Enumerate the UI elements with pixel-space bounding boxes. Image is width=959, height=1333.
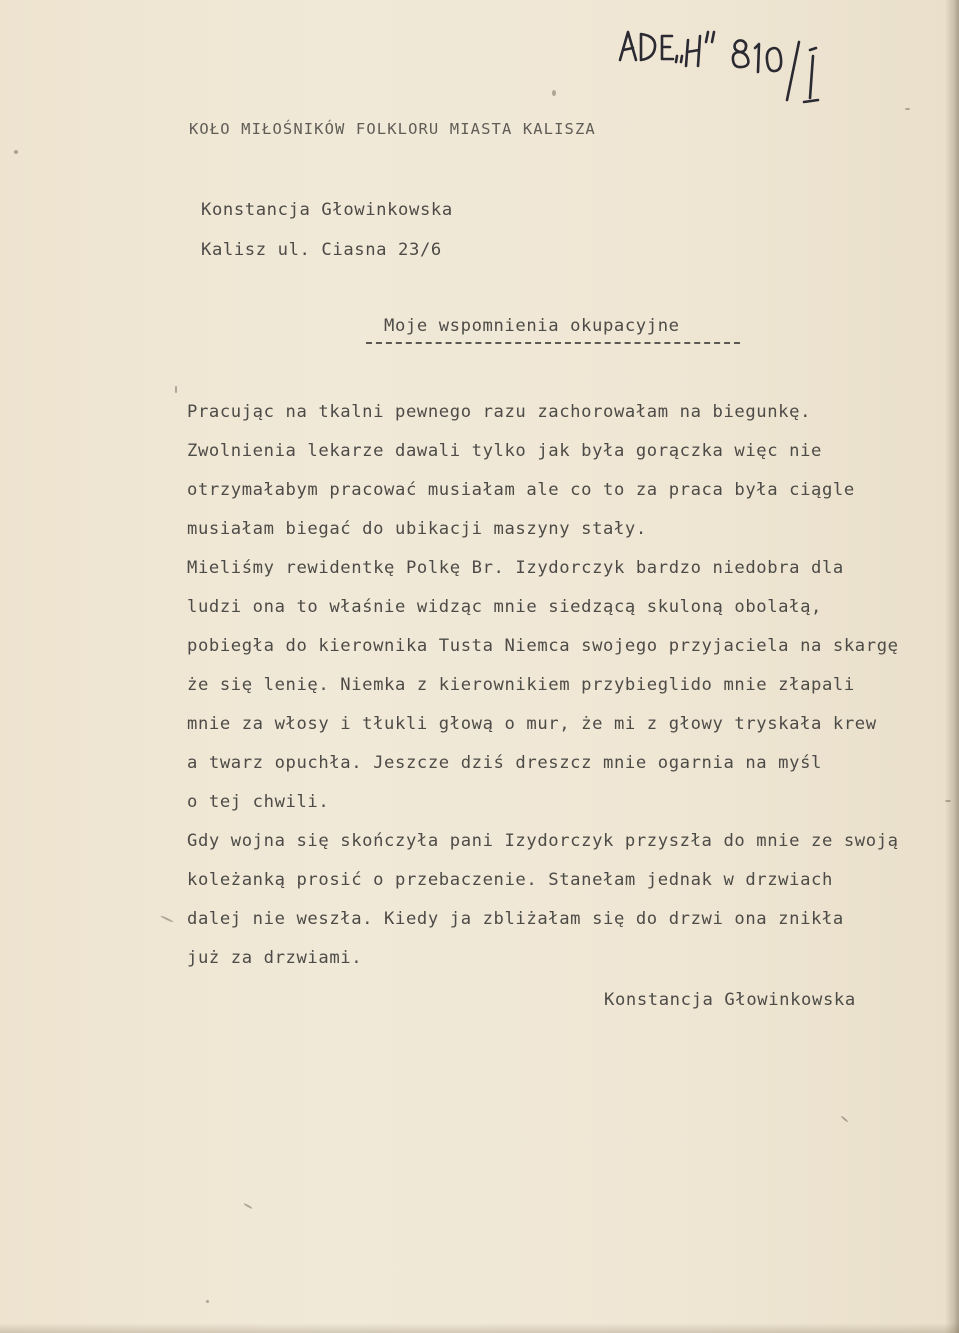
paper-speck: [206, 1300, 209, 1303]
body-line: Gdy wojna się skończyła pani Izydorczyk przyszła do mnie ze swoją: [187, 831, 899, 851]
body-line: mnie za włosy i tłukli głową o mur, że mi z głowy tryskała krew: [187, 714, 877, 734]
paper-speck: [905, 108, 910, 110]
paper-speck: [945, 800, 951, 802]
body-line: że się lenię. Niemka z kierownikiem przybieglido mnie złapali: [187, 675, 855, 695]
body-line: koleżanką prosić o przebaczenie. Stanełam jednak w drzwiach: [187, 870, 833, 890]
body-line: musiałam biegać do ubikacji maszyny stały.: [187, 519, 647, 539]
body-line: o tej chwili.: [187, 792, 330, 812]
body-line: Pracując na tkalni pewnego razu zachorowałam na biegunkę.: [187, 402, 812, 422]
paper-bottom-shadow: [0, 1323, 959, 1333]
body-line: Mieliśmy rewidentkę Polkę Br. Izydorczyk bardzo niedobra dla: [187, 558, 844, 578]
organization-header: KOŁO MIŁOŚNIKÓW FOLKLORU MIASTA KALISZA: [189, 120, 596, 138]
paper-speck: [160, 915, 174, 923]
handwritten-reference: [612, 26, 842, 121]
paper-speck: [175, 386, 177, 393]
paper-speck: [552, 90, 556, 96]
author-name: Konstancja Głowinkowska: [201, 200, 453, 220]
body-line: Zwolnienia lekarze dawali tylko jak była gorączka więc nie: [187, 441, 822, 461]
paper-speck: [840, 1115, 848, 1122]
paper-speck: [14, 150, 18, 154]
body-line: dalej nie weszła. Kiedy ja zbliżałam się do drzwi ona znikła: [187, 909, 844, 929]
title-underline: [366, 342, 740, 344]
body-line: a twarz opuchła. Jeszcze dziś dreszcz mnie ogarnia na myśl: [187, 753, 822, 773]
document-title: Moje wspomnienia okupacyjne: [384, 316, 680, 336]
body-line: ludzi ona to właśnie widząc mnie siedzącą skuloną obolałą,: [187, 597, 822, 617]
author-address: Kalisz ul. Ciasna 23/6: [201, 240, 442, 260]
body-line: już za drzwiami.: [187, 948, 363, 968]
paper-edge-shadow: [945, 0, 959, 1333]
body-line: pobiegła do kierownika Tusta Niemca swojego przyjaciela na skargę: [187, 636, 899, 656]
signature: Konstancja Głowinkowska: [604, 990, 856, 1010]
body-line: otrzymałabym pracować musiałam ale co to za praca była ciągle: [187, 480, 855, 500]
paper-speck: [243, 1203, 253, 1210]
